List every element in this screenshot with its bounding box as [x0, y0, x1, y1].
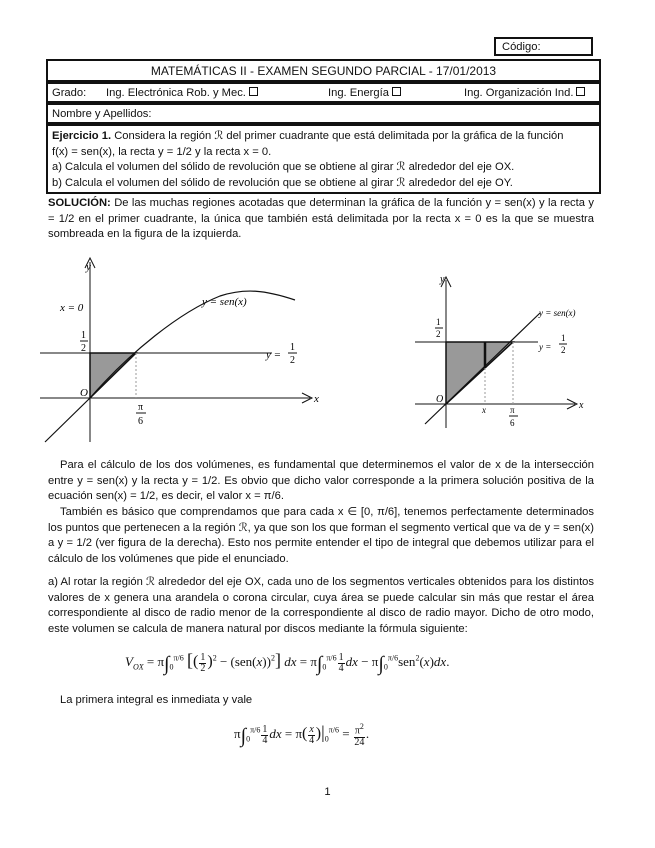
- line-label: y =: [266, 349, 282, 361]
- figure-left: [40, 252, 330, 444]
- figure-right: [400, 268, 600, 433]
- name-box: [46, 103, 601, 124]
- checkbox-energia[interactable]: [392, 87, 401, 96]
- origin-label-right: O: [436, 394, 444, 405]
- checkbox-electronica[interactable]: [249, 87, 258, 96]
- x-axis-label: x: [314, 393, 319, 405]
- x-axis-label-right: x: [579, 400, 584, 411]
- paragraph-1: Para el cálculo de los dos volúmenes, es fundamental que determinemos el valor de x de la intersección entre y = sen(x) y la recta y = 1/2. Es obvio que dicho valor corresponde a la primera solución positiva de la ecuación sen(x) = 1/2, es decir, el valor x = π/6.: [48, 459, 594, 502]
- checkbox-organizacion[interactable]: [576, 87, 585, 96]
- equation-volume: $V_{OX} = \pi\int_0^{\pi/6}$ [( $\frac{1}{2}$ )$^2 - (sen(x))^2$] dx = $\pi\int_0^{\pi/6}$ $\frac{1}{4}$ dx − $\pi\int_0^{\pi/6}sen^2(x)dx$.: [125, 650, 450, 675]
- line-half-num-right: 1: [561, 333, 566, 343]
- line-half-den: 2: [290, 355, 295, 366]
- exercise-part-b: b) Calcula el volumen del sólido de revolución que se obtiene al girar ℛ alrededor del eje OY.: [52, 176, 513, 189]
- pi-num-right: π: [510, 405, 515, 415]
- pi-den: 6: [138, 416, 143, 427]
- exercise-box: [46, 124, 601, 194]
- shaded-region: [90, 353, 136, 398]
- half-num: 1: [81, 330, 86, 341]
- option-energia: Ing. Energía: [328, 87, 401, 99]
- option-electronica: Ing. Electrónica Rob. y Mec.: [106, 87, 258, 99]
- curve-label: y = sen(x): [202, 296, 247, 308]
- grado-box: [46, 82, 601, 103]
- curve-label-right: y = sen(x): [539, 308, 576, 318]
- page-number: 1: [324, 786, 331, 798]
- pi-den-right: 6: [510, 418, 515, 428]
- line-label-right: y =: [539, 342, 552, 352]
- half-den: 2: [81, 343, 86, 354]
- origin-label: O: [80, 387, 88, 399]
- y-axis-label-right: y: [440, 274, 445, 285]
- y-axis-label: y: [86, 261, 91, 273]
- solution-intro: SOLUCIÓN: De las muchas regiones acotadas que determinan la gráfica de la función y = sen(x) y la recta y = 1/2 en el primer cuadrante, la única que también está delimitada por la recta x = 0 es la que se muestra sombreada en la figura de la izquierda.: [48, 197, 594, 240]
- exercise-line1: Ejercicio 1. Considera la región ℛ del primer cuadrante que está delimitada por la gráfica de la función: [52, 130, 564, 142]
- half-den-right: 2: [436, 329, 441, 339]
- option-organizacion: Ing. Organización Ind.: [464, 87, 585, 99]
- name-label: Nombre y Apellidos:: [52, 108, 152, 120]
- exercise-part-a: a) Calcula el volumen del sólido de revolución que se obtiene al girar ℛ alrededor del eje OX.: [52, 161, 515, 173]
- solution-heading: SOLUCIÓN:: [48, 197, 111, 209]
- paragraph-4: La primera integral es inmediata y vale: [60, 694, 253, 706]
- equation-first-integral: $\pi\int_0^{\pi/6}$ $\frac{1}{4}$ dx = π( $\frac{x}{4}$ )$|_0^{\pi/6}$ = $\frac{\pi^2}{24}$ .: [234, 722, 370, 748]
- line-half-den-right: 2: [561, 345, 566, 355]
- half-num-right: 1: [436, 317, 441, 327]
- paragraph-2: También es básico que comprendamos que para cada x ∈ [0, π/6], tenemos perfectamente determinados los puntos que pertenecen a la región ℛ, ya que son los que forman el segmento vertical que va de y = sen(x) a y = 1/2 (ver figura de la derecha). Esto nos permite entender el tipo de integral que debemos utilizar para el cálculo de los volúmenes que pide el enunciado.: [48, 506, 594, 565]
- paragraph-3: a) Al rotar la región ℛ alrededor del eje OX, cada uno de los segmentos verticales obtenidos para los distintos valores de x genera una arandela o corona circular, cuya área se puede calcular sin más que restar el área correspondiente al disco de radio menor de la correspondiente al disco de radio mayor. Dicho de otro modo, este volumen se calcula de manera natural por discos mediante la fórmula siguiente:: [48, 576, 594, 635]
- x-tick-label: x: [482, 405, 486, 415]
- line-half-num: 1: [290, 342, 295, 353]
- pi-num: π: [138, 402, 144, 413]
- grado-label: Grado:: [52, 87, 87, 99]
- exam-title: MATEMÁTICAS II - EXAMEN SEGUNDO PARCIAL - 17/01/2013: [150, 64, 497, 78]
- x0-label: x = 0: [60, 302, 84, 314]
- code-label: Código:: [502, 41, 541, 53]
- code-box: [494, 37, 593, 56]
- exam-title-box: [46, 59, 601, 82]
- exercise-line2: f(x) = sen(x), la recta y = 1/2 y la recta x = 0.: [52, 145, 272, 158]
